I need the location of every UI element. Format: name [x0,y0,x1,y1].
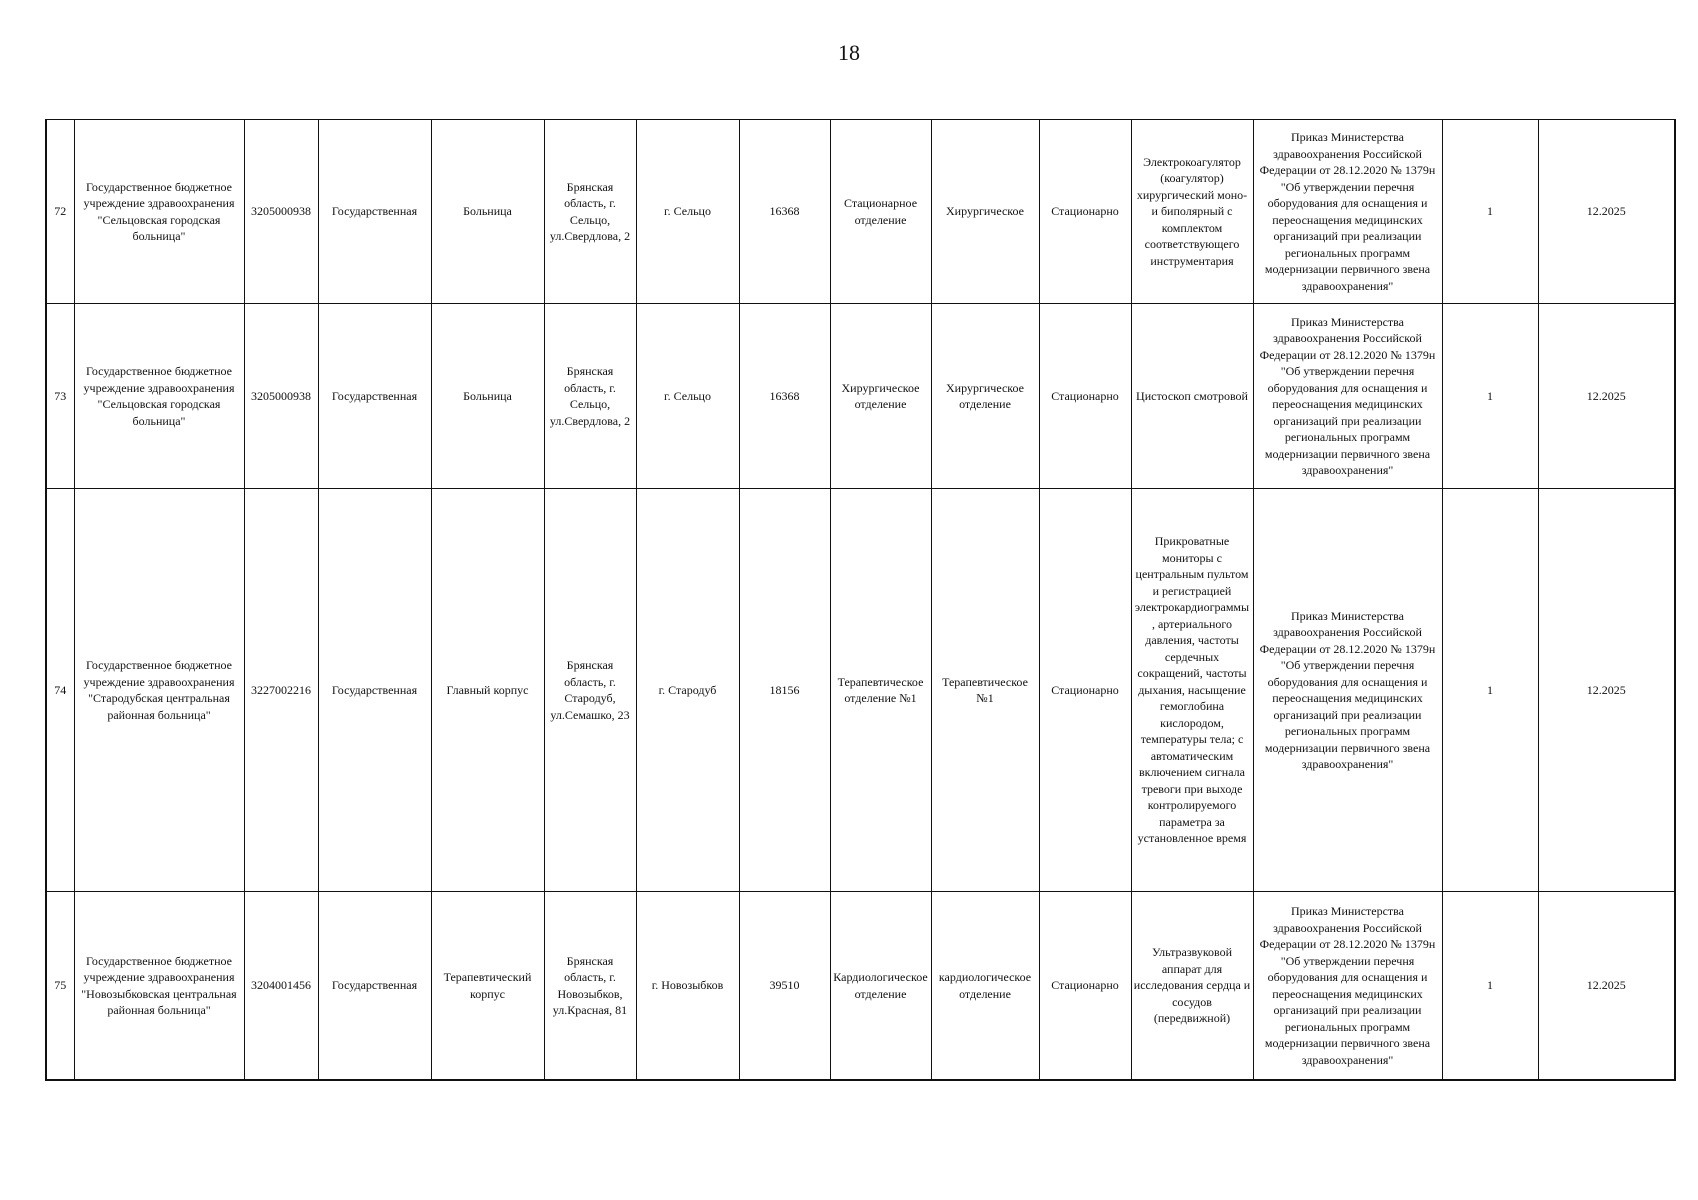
locality: г. Сельцо [636,120,739,304]
equipment-name: Прикроватные мониторы с центральным пультом и регистрацией электрокардиограммы, артериального давления, частоты сердечных сокращений, частоты дыхания, насыщение гемоглобина кислородом, температуры тела; с автоматическим включением сигнала тревоги при выходе контролируемого параметра за установленное время [1131,489,1253,892]
address: Брянская область, г. Сельцо, ул.Свердлова, 2 [544,120,636,304]
building-name: Больница [431,304,544,489]
row-number: 75 [46,892,74,1081]
row-number: 72 [46,120,74,304]
page-number: 18 [838,40,860,65]
department: кардиологическое отделение [931,892,1039,1081]
building-name: Терапевтический корпус [431,892,544,1081]
division: Стационарное отделение [830,120,931,304]
quantity: 1 [1442,120,1538,304]
institution-name: Государственное бюджетное учреждение здравоохранения "Сельцовская городская больница" [74,120,244,304]
equipment-table [45,119,1676,1081]
department: Хирургическое отделение [931,304,1039,489]
equipment-name: Электрокоагулятор (коагулятор) хирургический моно- и биполярный с комплектом соответствующего инструментария [1131,120,1253,304]
table-row [46,892,1675,1081]
institution-name: Государственное бюджетное учреждение здравоохранения "Новозыбковская центральная районная больница" [74,892,244,1081]
inn: 3227002216 [244,489,318,892]
population: 16368 [739,304,830,489]
address: Брянская область, г. Новозыбков, ул.Красная, 81 [544,892,636,1081]
address: Брянская область, г. Сельцо, ул.Свердлова, 2 [544,304,636,489]
ownership-form: Государственная [318,120,431,304]
quantity: 1 [1442,304,1538,489]
row-number: 73 [46,304,74,489]
building-name: Больница [431,120,544,304]
quantity: 1 [1442,892,1538,1081]
legal-basis: Приказ Министерства здравоохранения Российской Федерации от 28.12.2020 № 1379н "Об утверждении перечня оборудования для оснащения и переоснащения медицинских организаций при реализации региональных программ модернизации первичного звена здравоохранения" [1253,892,1442,1081]
institution-name: Государственное бюджетное учреждение здравоохранения "Стародубская центральная районная больница" [74,489,244,892]
equipment-name: Цистоскоп смотровой [1131,304,1253,489]
quantity: 1 [1442,489,1538,892]
legal-basis: Приказ Министерства здравоохранения Российской Федерации от 28.12.2020 № 1379н "Об утверждении перечня оборудования для оснащения и переоснащения медицинских организаций при реализации региональных программ модернизации первичного звена здравоохранения" [1253,304,1442,489]
inn: 3205000938 [244,120,318,304]
deadline: 12.2025 [1538,892,1675,1081]
inn: 3205000938 [244,304,318,489]
population: 39510 [739,892,830,1081]
legal-basis: Приказ Министерства здравоохранения Российской Федерации от 28.12.2020 № 1379н "Об утверждении перечня оборудования для оснащения и переоснащения медицинских организаций при реализации региональных программ модернизации первичного звена здравоохранения" [1253,120,1442,304]
locality: г. Сельцо [636,304,739,489]
table-row [46,304,1675,489]
building-name: Главный корпус [431,489,544,892]
population: 16368 [739,120,830,304]
division: Кардиологическое отделение [830,892,931,1081]
division: Терапевтическое отделение №1 [830,489,931,892]
legal-basis: Приказ Министерства здравоохранения Российской Федерации от 28.12.2020 № 1379н "Об утверждении перечня оборудования для оснащения и переоснащения медицинских организаций при реализации региональных программ модернизации первичного звена здравоохранения" [1253,489,1442,892]
ownership-form: Государственная [318,489,431,892]
equipment-name: Ультразвуковой аппарат для исследования сердца и сосудов (передвижной) [1131,892,1253,1081]
inn: 3204001456 [244,892,318,1081]
row-number: 74 [46,489,74,892]
deadline: 12.2025 [1538,304,1675,489]
care-form: Стационарно [1039,304,1131,489]
population: 18156 [739,489,830,892]
table-row [46,120,1675,304]
deadline: 12.2025 [1538,489,1675,892]
locality: г. Новозыбков [636,892,739,1081]
ownership-form: Государственная [318,304,431,489]
ownership-form: Государственная [318,892,431,1081]
division: Хирургическое отделение [830,304,931,489]
care-form: Стационарно [1039,892,1131,1081]
address: Брянская область, г. Стародуб, ул.Семашко, 23 [544,489,636,892]
table-row [46,489,1675,892]
department: Хирургическое [931,120,1039,304]
department: Терапевтическое №1 [931,489,1039,892]
locality: г. Стародуб [636,489,739,892]
institution-name: Государственное бюджетное учреждение здравоохранения "Сельцовская городская больница" [74,304,244,489]
care-form: Стационарно [1039,120,1131,304]
deadline: 12.2025 [1538,120,1675,304]
care-form: Стационарно [1039,489,1131,892]
